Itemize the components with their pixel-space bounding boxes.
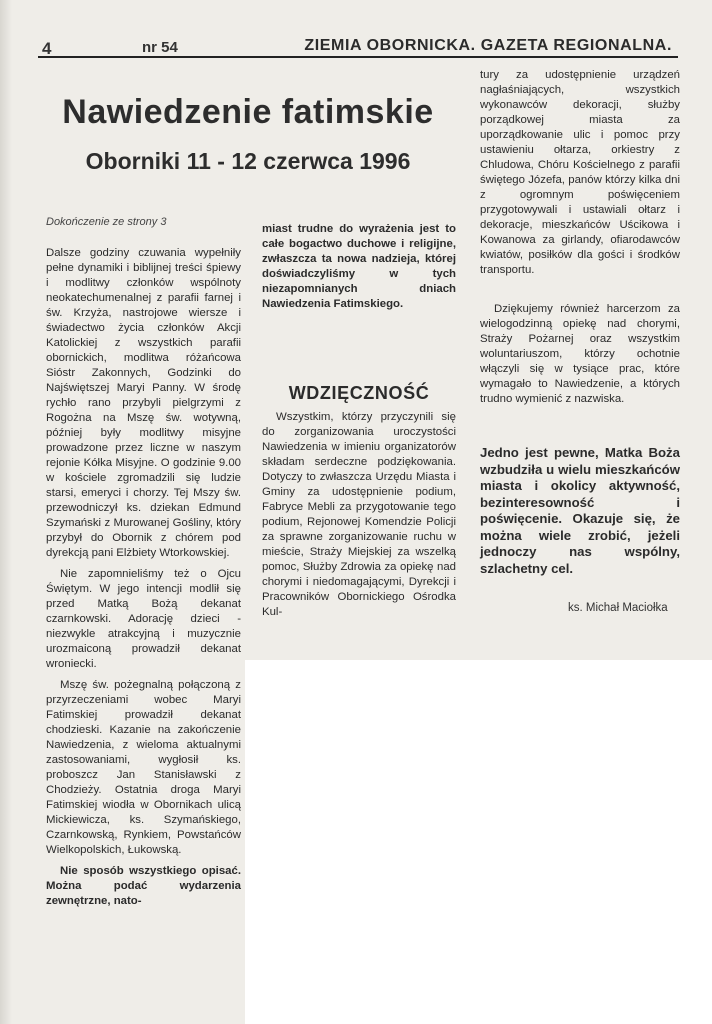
gratitude-column-3 <box>480 68 680 284</box>
publication-title: ZIEMIA OBORNICKA. GAZETA REGIONALNA. <box>304 37 672 54</box>
paragraph: Nie zapomnieliśmy też o Ojcu Świętym. W jego intencji modlił się przed Matką Bożą dekanat czarnkowski. Adorację dzieci - niezwykle atrakcyjną i muzycznie urozmaiconą prowadził dekanat wroniecki. <box>46 568 241 670</box>
closing-statement: Jedno jest pewne, Matka Boża wzbudziła u wielu mieszkańców miasta i okolicy aktywność, bezinteresowność i poświęcenie. Okazuje się, że można wiele zrobić, jeżeli jednoczy nas wspólny, szlachetny cel. <box>480 445 680 576</box>
paragraph: tury za udostępnienie urządzeń nagłaśniających, wszystkich wykonawców dekoracji, służby porządkowej miasta za uporządkowanie ulic i pomoc przy ustawieniu ołtarza, orkiestry z Chludowa, Chóru Kościelnego z parafii świętego Józefa, panów którzy kilka dni z ogromnym poświęceniem przygotowywali i ustawiali ołtarz i dekoracje, mieszkańców Uścikowa i Kowanowa za girlandy, ofiarodawców kwiatów, posiłków dla gości i środków transportu. <box>480 69 680 276</box>
paragraph: Wszystkim, którzy przyczynili się do zorganizowania uroczystości Nawiedzenia w imieniu organizatorów składam serdeczne podziękowania. Dotyczy to zwłaszcza Urzędu Miasta i Gminy za udostępnienie podium, Fabryce Mebli za przygotowanie tego podium, Rejonowej Komendzie Policji za sprawne zorganizowanie ruchu w mieście, Straży Miejskiej za wszelką pomoc, Służby Zdrowia za opiekę nad chorymi i niedomagającymi, Dyrekcji i Pracowników Obornickiego Ośrodka Kul- <box>262 411 456 618</box>
continued-note: Dokończenie ze strony 3 <box>46 216 167 228</box>
blank-area <box>245 660 712 1024</box>
article-title: Nawiedzenie fatimskie <box>62 93 434 131</box>
page-edge-shadow <box>0 0 12 1024</box>
page-header <box>38 34 678 58</box>
paragraph: miast trudne do wyrażenia jest to całe bogactwo duchowe i religijne, zwłaszcza ta nowa nadzieja, której doświadczyliśmy w tych niezapomnianych dniach Nawiedzenia Fatimskiego. <box>262 223 456 310</box>
paragraph: Mszę św. pożegnalną połączoną z przyrzeczeniami wobec Maryi Fatimskiej prowadził dekanat chodzieski. Kazanie na zakończenie Nawiedzenia, z wieloma aktualnymi zastosowaniami, wygłosił ks. proboszcz Jan Stanisławski z Chodzieży. Ostatnia droga Maryi Fatimskiej wiodła w Obornikach ulicą Mickiewicza, ks. Szymańskiego, Czarnkowską, Rynkiem, Powstańców Wielkopolskich, Łukowską. <box>46 679 241 856</box>
issue-number: nr 54 <box>142 39 178 56</box>
paragraph: Dziękujemy również harcerzom za wielogodzinną opiekę nad chorymi, Straży Pożarnej oraz wszystkim woluntariuszom, którzy ochotnie włączyli się w tysiące prac, które wymagało to Nawiedzenie, a których trudno wymienić z nazwiska. <box>480 303 680 405</box>
article-subtitle: Oborniki 11 - 12 czerwca 1996 <box>85 148 411 174</box>
paragraph: Dalsze godziny czuwania wypełniły pełne dynamiki i biblijnej treści śpiewy i modlitwy członków wspólnoty neokatechumenalnej z parafii farnej i św. Krzyża, nastrojowe wiersze i świadectwo życia członków Akcji Katolickiej z wszystkich parafii obornickich, modlitwa różańcowa Sióstr Zakonnych, Godzinki do Najświętszej Maryi Panny. W środę rychło rano przybyli pielgrzymi z Rogożna na Mszę św. wotywną, później były modlitwy misyjne prowadzone przez liczne w naszym rejonie Kółka Misyjne. O godzinie 9.00 w kościele zgromadzili się ludzie starsi, emeryci i chorzy. Tej Mszy św. przewodniczył ks. dziekan Edmund Szymański z Murowanej Gośliny, który przybył do Obornik z chórem pod dyrekcją pani Elżbiety Wtorkowskiej. <box>46 247 241 559</box>
gratitude-column-3-second <box>480 302 680 413</box>
paragraph: Nie sposób wszystkiego opisać. Można podać wydarzenia zewnętrzne, nato- <box>46 865 241 907</box>
page-number: 4 <box>42 39 52 58</box>
article-column-2 <box>262 222 456 318</box>
gratitude-column-2 <box>262 410 456 626</box>
gratitude-heading: WDZIĘCZNOŚĆ <box>288 383 430 403</box>
article-column-1 <box>46 246 241 915</box>
author-signature: ks. Michał Maciołka <box>568 602 668 614</box>
